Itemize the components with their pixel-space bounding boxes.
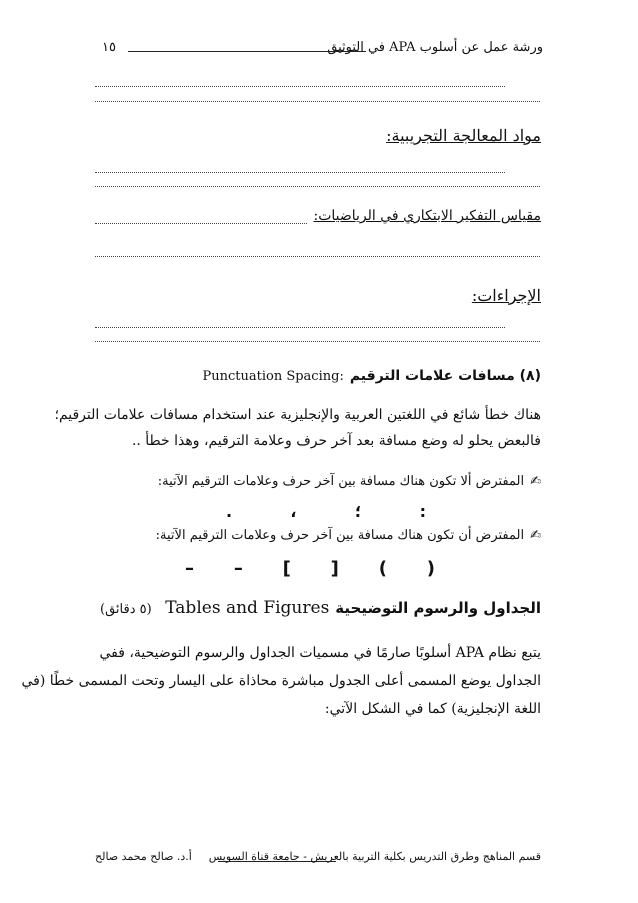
materials-heading: مواد المعالجة التجريبية: bbox=[386, 126, 541, 145]
rule1-symbols bbox=[226, 502, 426, 521]
dotted-line bbox=[95, 86, 505, 87]
tables-heading-en: Tables and Figures bbox=[165, 598, 330, 618]
header-rule bbox=[128, 51, 366, 52]
comma-symbol: ، bbox=[290, 502, 297, 521]
close-paren-symbol: ) bbox=[426, 558, 435, 579]
footer-author: أ.د. صالح محمد صالح bbox=[95, 850, 192, 863]
pencil-icon: ✍ bbox=[530, 528, 541, 543]
dotted-line bbox=[95, 172, 505, 173]
pencil-icon: ✍ bbox=[530, 474, 541, 489]
dotted-line bbox=[95, 101, 540, 102]
dash-symbol: – bbox=[185, 558, 194, 579]
footer-rule bbox=[218, 861, 336, 862]
tables-line1: يتبع نظام APA أسلوبًا صارمًا في مسميات الجداول والرسوم التوضيحية، ففي bbox=[99, 645, 541, 661]
dotted-line bbox=[95, 327, 505, 328]
dash-symbol: – bbox=[233, 558, 243, 579]
dotted-line bbox=[95, 186, 540, 187]
dotted-line bbox=[95, 223, 307, 224]
colon-symbol: : bbox=[419, 502, 426, 521]
punctuation-heading-ar: (٨) مسافات علامات الترقيم bbox=[349, 368, 541, 384]
rule1-text: المفترض ألا تكون هناك مسافة بين آخر حرف وعلامات الترقيم الآتية: bbox=[157, 474, 525, 489]
rule2 bbox=[156, 528, 541, 543]
page-number: ١٥ bbox=[102, 40, 116, 55]
tables-heading-ar: الجداول والرسوم التوضيحية bbox=[335, 599, 541, 617]
footer-department: قسم المناهج وطرق التدريس بكلية التربية بالعريش - جامعة قناة السويس bbox=[208, 850, 541, 863]
rule1 bbox=[158, 474, 541, 489]
open-bracket-symbol: [ bbox=[282, 558, 291, 579]
tables-heading bbox=[165, 598, 541, 618]
rule2-text: المفترض أن تكون هناك مسافة بين آخر حرف وعلامات الترقيم الآتية: bbox=[155, 528, 525, 543]
close-bracket-symbol: ] bbox=[330, 558, 339, 579]
tables-line2: الجداول يوضع المسمى أعلى الجدول مباشرة محاذاة على اليسار وتحت المسمى خطًا (في bbox=[21, 673, 541, 689]
period-symbol: . bbox=[226, 502, 233, 521]
procedures-heading: الإجراءات: bbox=[471, 286, 541, 305]
punctuation-intro-line2: فالبعض يحلو له وضع مسافة بعد آخر حرف وعلامة الترقيم، وهذا خطأ .. bbox=[131, 433, 541, 449]
tables-line3: اللغة الإنجليزية) كما في الشكل الآتي: bbox=[324, 701, 541, 717]
dotted-line bbox=[95, 341, 540, 342]
punctuation-intro-line1: هناك خطأ شائع في اللغتين العربية والإنجليزية عند استخدام مسافات علامات الترقيم؛ bbox=[54, 407, 541, 423]
scale-label: مقياس التفكير الابتكاري في الرياضيات: bbox=[313, 208, 541, 224]
semicolon-symbol: ؛ bbox=[354, 502, 362, 521]
header-title: ورشة عمل عن أسلوب APA في التوثيق bbox=[327, 40, 543, 55]
punctuation-heading bbox=[203, 368, 542, 384]
dotted-line bbox=[95, 256, 540, 257]
open-paren-symbol: ( bbox=[378, 558, 387, 579]
tables-duration: (٥ دقائق) bbox=[100, 602, 152, 617]
rule2-symbols bbox=[185, 558, 435, 579]
punctuation-heading-en: Punctuation Spacing: bbox=[202, 369, 344, 384]
